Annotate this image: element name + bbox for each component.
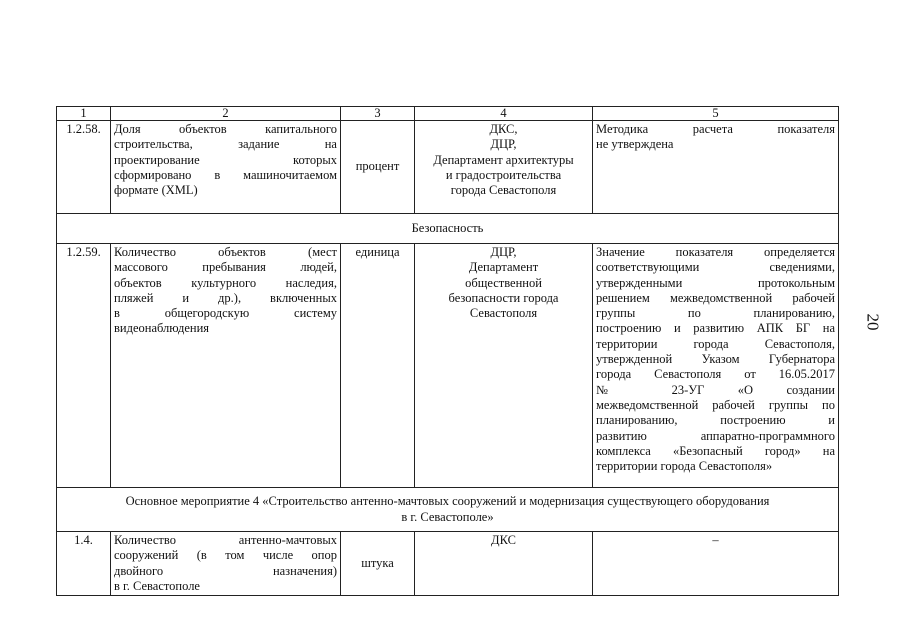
methodology-line: территории города Севастополя,	[596, 336, 835, 351]
methodology-line: группы по планированию,	[596, 306, 835, 321]
row-number: 1.2.59.	[57, 244, 111, 488]
section-row	[57, 488, 839, 532]
column-number: 2	[111, 107, 341, 121]
column-number: 5	[593, 107, 839, 121]
methodology-line: соответствующими сведениями,	[596, 260, 835, 275]
page-number: 20	[863, 313, 883, 331]
column-number: 3	[341, 107, 415, 121]
responsible-line: ДКС	[491, 533, 516, 547]
methodology	[593, 532, 839, 596]
methodology	[593, 121, 839, 214]
methodology-line: утвержденными протокольным	[596, 275, 835, 290]
methodology-line: комплекса «Безопасный город» на	[596, 443, 835, 458]
methodology-line: межведомственной рабочей группы по	[596, 397, 835, 412]
table-row	[57, 532, 839, 596]
methodology-line: города Севастополя от 16.05.2017	[596, 367, 835, 382]
indicator-name	[111, 121, 341, 214]
responsible-line: ДЦР,	[490, 137, 517, 152]
methodology-line: Методика расчета показателя	[596, 122, 835, 136]
indicator-name-line: объектов культурного наследия,	[114, 275, 337, 290]
table-row	[57, 244, 839, 488]
indicator-name-line: пляжей и др.), включенных	[114, 290, 337, 305]
methodology-line: утвержденной Указом Губернатора	[596, 352, 835, 367]
responsible	[415, 244, 593, 488]
indicator-name-line: видеонаблюдения	[114, 321, 210, 336]
indicators-table	[56, 106, 839, 596]
unit: единица	[341, 244, 415, 488]
indicator-name-line: формате (XML)	[114, 183, 198, 198]
unit: штука	[341, 532, 415, 596]
indicator-name-line: Количество антенно-мачтовых	[114, 533, 337, 547]
responsible-line: Департамент архитектуры	[433, 152, 574, 167]
indicator-name-line: в общегородскую систему	[114, 306, 337, 321]
indicator-name-line: в г. Севастополе	[114, 578, 200, 593]
responsible	[415, 532, 593, 596]
indicator-name-line: массового пребывания людей,	[114, 260, 337, 275]
column-number-row	[57, 107, 839, 121]
methodology-line: планированию, построению и	[596, 413, 835, 428]
indicator-name-line: сооружений (в том числе опор	[114, 548, 337, 563]
responsible-line: общественной	[465, 275, 542, 290]
indicator-name-line: сформировано в машиночитаемом	[114, 167, 337, 182]
section-title-line: Основное мероприятие 4 «Строительство антенно-мачтовых сооружений и модернизация существующего оборудования	[125, 494, 770, 509]
indicator-name	[111, 244, 341, 488]
section-row	[57, 214, 839, 244]
methodology-line: № 23-УГ «О создании	[596, 382, 835, 397]
column-number: 4	[415, 107, 593, 121]
responsible	[415, 121, 593, 214]
responsible-line: Севастополя	[469, 306, 538, 321]
methodology-line: не утверждена	[596, 137, 674, 152]
methodology-line: Значение показателя определяется	[596, 245, 835, 259]
methodology-line: построению и развитию АПК БГ на	[596, 321, 835, 336]
indicator-name-line: двойного назначения)	[114, 563, 337, 578]
methodology-line: развитию аппаратно-программного	[596, 428, 835, 443]
methodology	[593, 244, 839, 488]
table-row	[57, 121, 839, 214]
column-number: 1	[57, 107, 111, 121]
responsible-line: города Севастополя	[450, 183, 557, 198]
section-title-line: в г. Севастополе»	[401, 509, 494, 524]
methodology-line: территории города Севастополя»	[596, 459, 773, 474]
responsible-line: и градостроительства	[445, 167, 562, 182]
indicator-name-line: Количество объектов (мест	[114, 245, 337, 259]
methodology-line: –	[712, 533, 719, 547]
row-number: 1.4.	[57, 532, 111, 596]
indicator-name-line: проектирование которых	[114, 152, 337, 167]
responsible-line: Департамент	[468, 260, 539, 275]
responsible-line: ДКС,	[489, 122, 518, 136]
section-title	[57, 488, 839, 532]
responsible-line: ДЦР,	[490, 245, 517, 259]
methodology-line: решением межведомственной рабочей	[596, 290, 835, 305]
row-number: 1.2.58.	[57, 121, 111, 214]
indicator-name	[111, 532, 341, 596]
unit: процент	[341, 121, 415, 214]
indicator-name-line: строительства, задание на	[114, 137, 337, 152]
indicator-name-line: Доля объектов капитального	[114, 122, 337, 136]
section-title: Безопасность	[57, 214, 839, 244]
responsible-line: безопасности города	[448, 290, 559, 305]
